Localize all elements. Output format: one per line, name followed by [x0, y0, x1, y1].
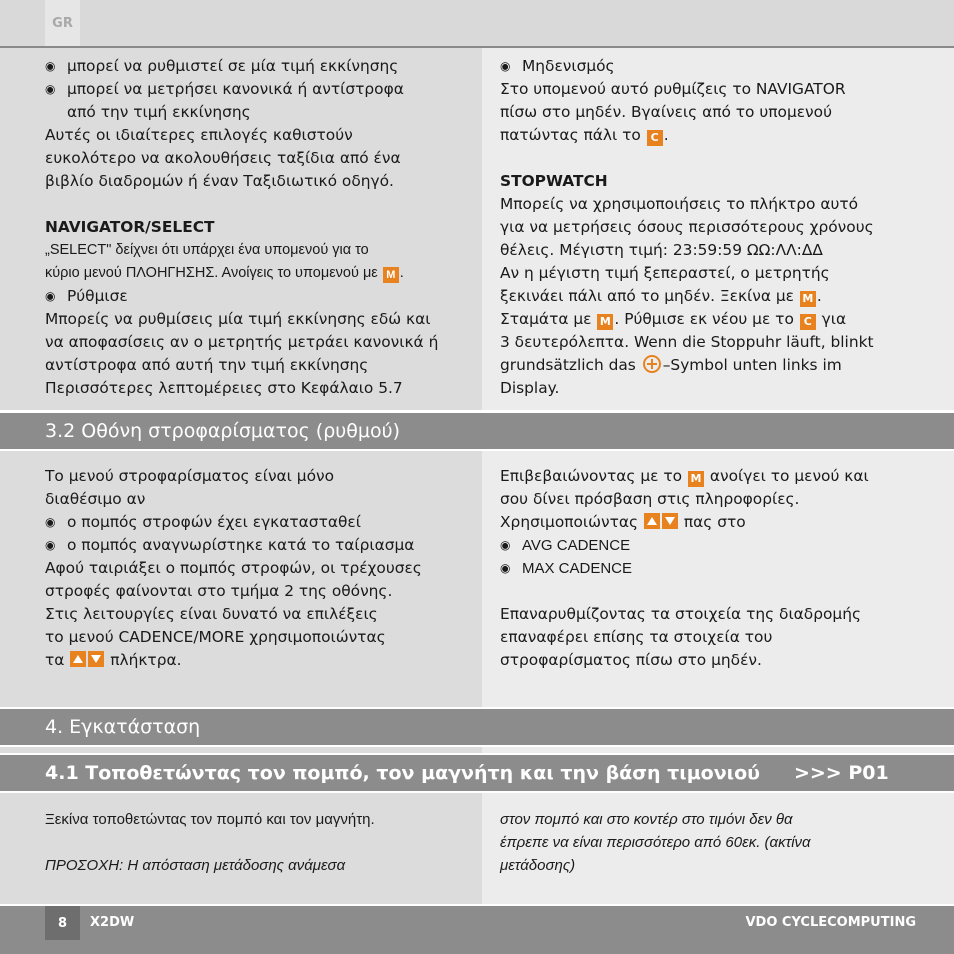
- bullet-icon: ◉: [500, 59, 511, 73]
- text-line-with-key: πατώντας πάλι το C .: [500, 126, 669, 144]
- text-line: Στο υπομενού αυτό ρυθμίζεις το NAVIGATOR: [500, 80, 846, 98]
- bullet-icon: ◉: [45, 515, 56, 529]
- top-bar: [0, 0, 954, 48]
- text-line: Μπορείς να ρυθμίσεις μία τιμή εκκίνησης εδώ και: [45, 310, 431, 328]
- c-key-icon: C: [800, 314, 816, 330]
- text-line: Περισσότερες λεπτομέρειες στο Κεφάλαιο 5.7: [45, 379, 403, 397]
- arrow-up-key-icon: [70, 651, 86, 667]
- bullet-item: ◉ AVG CADENCE: [500, 534, 930, 557]
- section-3-2-heading-band: [0, 411, 954, 451]
- text-line: Αυτές οι ιδιαίτερες επιλογές καθιστούν: [45, 126, 353, 144]
- bullet-item: ◉ μπορεί να μετρήσει κανονικά ή αντίστροφα: [45, 78, 475, 101]
- text-line-with-key: Επιβεβαιώνοντας με το M ανοίγει το μενού και: [500, 467, 869, 485]
- arrow-down-key-icon: [88, 651, 104, 667]
- bullet-icon: ◉: [500, 538, 511, 552]
- bullet-continuation: από την τιμή εκκίνησης: [67, 103, 251, 121]
- text-line: Αν η μέγιστη τιμή ξεπεραστεί, ο μετρητής: [500, 264, 830, 282]
- text-line: Το μενού στροφαρίσματος είναι μόνο: [45, 467, 335, 485]
- m-key-icon: M: [597, 314, 613, 330]
- text-line-with-key: ξεκινάει πάλι από το μηδέν. Ξεκίνα με M .: [500, 287, 822, 305]
- page-reference: >>> P01: [793, 762, 889, 784]
- warning-text: έπρεπε να είναι περισσότερο από 60εκ. (ακτίνα: [500, 834, 811, 851]
- section-4-heading-band: [0, 707, 954, 747]
- text-line: το μενού CADENCE/MORE χρησιμοποιώντας: [45, 628, 386, 646]
- section1-right-column: [500, 55, 930, 400]
- bullet-icon: ◉: [45, 59, 56, 73]
- text-line-with-key: κύριο μενού ΠΛΟΗΓΗΣΗΣ. Ανοίγεις το υπομενού με M .: [45, 265, 404, 281]
- bullet-item: ◉ Ρύθμισε: [45, 285, 475, 308]
- c-key-icon: C: [647, 130, 663, 146]
- m-key-icon: M: [383, 267, 399, 283]
- section-4-heading: 4. Εγκατάσταση: [45, 716, 201, 738]
- bullet-item: ◉ μπορεί να ρυθμιστεί σε μία τιμή εκκίνησης: [45, 55, 475, 78]
- text-line: „SELECT" δείχνει ότι υπάρχει ένα υπομενού για το: [45, 242, 369, 258]
- bullet-item: ◉ ο πομπός στροφών έχει εγκατασταθεί: [45, 511, 475, 534]
- section-4-1-heading-band: [0, 753, 954, 793]
- text-line: διαθέσιμο αν: [45, 490, 146, 508]
- section-4-1-heading: 4.1 Τοποθετώντας τον πομπό, τον μαγνήτη και την βάση τιμονιού: [45, 762, 760, 784]
- text-line: Αφού ταιριάξει ο πομπός στροφών, οι τρέχουσες: [45, 559, 422, 577]
- stopwatch-heading: STOPWATCH: [500, 172, 608, 190]
- text-line: θέλεις. Μέγιστη τιμή: 23:59:59 ΩΩ:ΛΛ:ΔΔ: [500, 241, 823, 259]
- text-line: ευκολότερο να ακολουθήσεις ταξίδια από ένα: [45, 149, 401, 167]
- page-number: 8: [45, 906, 80, 940]
- text-line: Μπορείς να χρησιμοποιήσεις το πλήκτρο αυτό: [500, 195, 859, 213]
- arrow-down-key-icon: [662, 513, 678, 529]
- text-line: στροφές φαίνονται στο τμήμα 2 της οθόνης.: [45, 582, 393, 600]
- bullet-icon: ◉: [45, 82, 56, 96]
- bullet-item: ◉ MAX CADENCE: [500, 557, 930, 580]
- text-line: βιβλίο διαδρομών ή έναν Ταξιδιωτικό οδηγό.: [45, 172, 394, 190]
- text-line: στροφαρίσματος πίσω στο μηδέν.: [500, 651, 762, 669]
- m-key-icon: M: [800, 291, 816, 307]
- model-name: X2DW: [90, 915, 135, 930]
- text-line-with-keys: τα πλήκτρα.: [45, 651, 182, 669]
- text-line: 3 δευτερόλεπτα. Wenn die Stoppuhr läuft, blinkt: [500, 333, 874, 351]
- bullet-item: ◉ Μηδενισμός: [500, 55, 930, 78]
- bullet-icon: ◉: [45, 538, 56, 552]
- language-tag: GR: [45, 0, 80, 46]
- bullet-item: ◉ ο πομπός αναγνωρίστηκε κατά το ταίριασμα: [45, 534, 475, 557]
- text-line: να αποφασίσεις αν ο μετρητής μετράει κανονικά ή: [45, 333, 439, 351]
- section3-left-column: [45, 808, 475, 877]
- warning-text: στον πομπό και στο κοντέρ στο τιμόνι δεν θα: [500, 811, 793, 828]
- text-line-with-symbol: grundsätzlich das –Symbol unten links im: [500, 356, 842, 374]
- bullet-icon: ◉: [45, 289, 56, 303]
- text-line-with-keys: Χρησιμοποιώντας πας στο: [500, 513, 746, 531]
- bullet-icon: ◉: [500, 561, 511, 575]
- footer: [0, 904, 954, 954]
- warning-text: ΠΡΟΣΟΧΗ: Η απόσταση μετάδοσης ανάμεσα: [45, 857, 346, 874]
- section2-left-column: [45, 465, 475, 672]
- text-line: Επαναρυθμίζοντας τα στοιχεία της διαδρομής: [500, 605, 861, 623]
- stopwatch-symbol-icon: [643, 355, 661, 373]
- text-line: αντίστροφα από αυτή την τιμή εκκίνησης: [45, 356, 369, 374]
- text-line: πίσω στο μηδέν. Βγαίνεις από το υπομενού: [500, 103, 832, 121]
- text-line: Ξεκίνα τοποθετώντας τον πομπό και τον μαγνήτη.: [45, 811, 375, 828]
- section-3-2-heading: 3.2 Οθόνη στροφαρίσματος (ρυθμού): [45, 420, 400, 442]
- text-line: επαναφέρει επίσης τα στοιχεία του: [500, 628, 773, 646]
- arrow-up-key-icon: [644, 513, 660, 529]
- text-line-with-key: Σταμάτα με M . Ρύθμισε εκ νέου με το C για: [500, 310, 847, 328]
- text-line: Στις λειτουργίες είναι δυνατό να επιλέξεις: [45, 605, 378, 623]
- text-line: σου δίνει πρόσβαση στις πληροφορίες.: [500, 490, 800, 508]
- brand-name: VDO CYCLECOMPUTING: [745, 915, 916, 930]
- navigator-select-heading: NAVIGATOR/SELECT: [45, 218, 215, 236]
- text-line: Display.: [500, 379, 560, 397]
- section2-right-column: [500, 465, 930, 672]
- section3-right-column: [500, 808, 930, 877]
- m-key-icon: M: [688, 471, 704, 487]
- warning-text: μετάδοσης): [500, 857, 576, 874]
- text-line: για να μετρήσεις όσους περισσότερους χρόνους: [500, 218, 874, 236]
- section1-left-column: [45, 55, 475, 400]
